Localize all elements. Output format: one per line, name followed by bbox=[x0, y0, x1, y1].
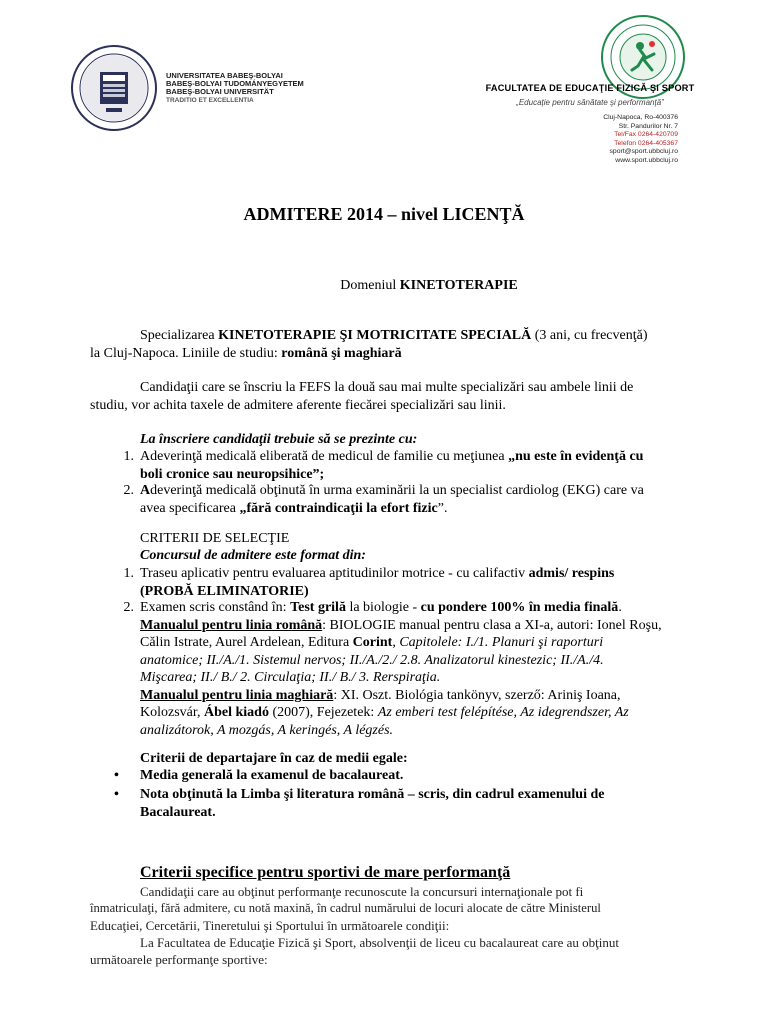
manual-hu-chapters-2: analizátorok, A mozgás, A keringés, A légzés. bbox=[140, 722, 394, 738]
spec-study-lines: română şi maghiară bbox=[281, 345, 402, 361]
registration-item-2-initial: A bbox=[140, 483, 151, 498]
athletes-p1-line-3: Educaţiei, Cercetării, Tineretului şi Sportului în următoarele condiţii: bbox=[90, 918, 450, 933]
ubb-name-de: BABEŞ-BOLYAI UNIVERSITÄT bbox=[166, 87, 274, 97]
athletes-paragraph-2 bbox=[90, 934, 720, 968]
registration-item-2-quote: „fără contraindicaţii la efort fizic bbox=[239, 500, 438, 516]
contact-address-city: Cluj-Napoca, Ro-400376 bbox=[603, 114, 678, 121]
criteria-item-1 bbox=[123, 565, 720, 600]
ubb-motto: TRADITIO ET EXCELLENTIA bbox=[166, 96, 254, 104]
domain-name: KINETOTERAPIE bbox=[399, 278, 518, 293]
manual-ro-line-2 bbox=[140, 634, 720, 652]
exam-text: Examen scris constând în: bbox=[140, 600, 291, 615]
manual-hu-publisher: Ábel kiadó bbox=[203, 705, 269, 720]
bullet-icon: • bbox=[114, 768, 119, 783]
spec-location: la Cluj-Napoca. Liniile de studiu: bbox=[90, 345, 282, 361]
manual-ro-publisher: Corint bbox=[352, 635, 393, 650]
page-title: ADMITERE 2014 – nivel LICENŢĂ bbox=[243, 204, 525, 224]
registration-item-1-line-1 bbox=[140, 448, 720, 466]
fees-line-2: studiu, vor achita taxele de admitere aferente fiecărei specializări sau linii. bbox=[90, 397, 506, 413]
athletes-paragraph-1 bbox=[90, 883, 720, 934]
registration-heading: La înscriere candidaţii trebuie să se prezinte cu: bbox=[140, 432, 418, 447]
list-number: 1. bbox=[123, 566, 134, 581]
spec-line-2 bbox=[90, 345, 720, 363]
contact-website: www.sport.ubbcluj.ro bbox=[615, 156, 678, 164]
registration-item-2-line-1 bbox=[140, 482, 720, 500]
spec-name: KINETOTERAPIE ŞI MOTRICITATE SPECIALĂ bbox=[218, 328, 532, 343]
tiebreak-heading: Criterii de departajare în caz de medii egale: bbox=[140, 751, 408, 766]
criteria-item-1-line-1 bbox=[140, 565, 720, 583]
registration-item-2 bbox=[123, 482, 720, 517]
manual-ro-chapters-2: anatomice; II./A./1. Sistemul nervos; II./A./2./ 2.8. Analizatorul kinestezic; II./A./4. bbox=[140, 652, 604, 668]
registration-item-1-text: Adeverinţă medicală eliberată de medicul de familie cu meţiunea bbox=[140, 449, 509, 464]
criteria-item-2-line-1 bbox=[140, 599, 720, 617]
athletes-p1-line-1: Candidaţii care au obţinut performanţe recunoscute la concursuri internaţionale pot fi bbox=[140, 884, 584, 899]
athletes-p2-line-2: următoarele performanţe sportive: bbox=[90, 952, 268, 967]
manual-hu-chapters: Az emberi test felépítése, Az idegrendszer, Az bbox=[377, 705, 629, 720]
manual-ro-authors: Călin Istrate, Aurel Ardelean, Editura bbox=[140, 635, 353, 650]
ubb-name-ro: UNIVERSITATEA BABEŞ-BOLYAI bbox=[166, 71, 283, 80]
tiebreak-item-1-text: Media generală la examenul de bacalaureat. bbox=[140, 768, 404, 783]
faculty-name: FACULTATEA DE EDUCAŢIE FIZICĂ ŞI SPORT bbox=[485, 83, 695, 93]
manual-hu-year: (2007), Fejezetek: bbox=[268, 705, 378, 720]
exam-test-type: Test grilă bbox=[290, 600, 346, 615]
manual-ro-line-3 bbox=[140, 652, 720, 670]
spec-line-1 bbox=[90, 327, 720, 345]
spec-prefix: Specializarea bbox=[140, 328, 219, 343]
criteria-item-1-qualifier: admis/ respins bbox=[528, 566, 615, 581]
list-number: 2. bbox=[123, 483, 134, 498]
registration-item-2-line-2 bbox=[140, 500, 720, 518]
exam-end: . bbox=[618, 600, 622, 615]
manual-ro-chapters: Capitolele: I./1. Planuri şi raporturi bbox=[399, 635, 604, 650]
manual-ro-line-4 bbox=[140, 669, 720, 687]
fees-paragraph bbox=[90, 379, 720, 414]
tiebreak-item-2 bbox=[114, 786, 720, 821]
registration-item-1 bbox=[123, 448, 720, 483]
athletes-p2-line-1: La Facultatea de Educaţie Fizică şi Sport, absolvenţii de liceu cu bacalaureat care au obţinut bbox=[140, 935, 619, 950]
athletes-heading: Criterii specifice pentru sportivi de mare performanţă bbox=[140, 864, 511, 881]
registration-item-1-quote-end: boli cronice sau neuropsihice”; bbox=[140, 466, 325, 482]
contact-address-street: Str. Pandurilor Nr. 7 bbox=[618, 122, 678, 130]
manual-hu-label: Manualul pentru linia maghiară bbox=[140, 687, 334, 703]
contact-phone: Telefon 0264-405367 bbox=[614, 139, 678, 147]
manual-ro-label: Manualul pentru linia română bbox=[140, 617, 323, 633]
registration-item-1-quote: „nu este în evidenţă cu bbox=[508, 449, 644, 464]
tiebreak-item-2-line-2: Bacalaureat. bbox=[140, 804, 216, 820]
exam-subject: la biologie - bbox=[345, 600, 421, 615]
registration-item-1-line-2 bbox=[140, 466, 720, 484]
bullet-icon: • bbox=[114, 787, 119, 802]
manual-hu-line-1 bbox=[140, 687, 720, 705]
tiebreak-item-2-line-1: Nota obţinută la Limba şi literatura română – scris, din cadrul examenului de bbox=[140, 787, 605, 802]
criteria-item-2 bbox=[123, 599, 720, 739]
ubb-seal-logo bbox=[70, 44, 158, 132]
ubb-name-block bbox=[166, 72, 316, 105]
list-number: 2. bbox=[123, 600, 134, 615]
faculty-contact bbox=[540, 114, 678, 166]
specialization-paragraph bbox=[90, 327, 720, 362]
manual-ro-sep: , bbox=[392, 635, 400, 650]
list-number: 1. bbox=[123, 449, 134, 464]
manual-ro-title: : BIOLOGIE manual pentru clasa a XI-a, autori: Ionel Roşu, bbox=[322, 617, 662, 633]
criteria-item-1-eliminatory: (PROBĂ ELIMINATORIE) bbox=[140, 583, 309, 599]
registration-item-2-end: ”. bbox=[437, 500, 448, 516]
ubb-name-hu: BABEŞ-BOLYAI TUDOMÁNYEGYETEM bbox=[166, 79, 304, 89]
spec-duration: (3 ani, cu frecvenţă) bbox=[531, 328, 648, 343]
exam-weight: cu pondere 100% în media finală bbox=[420, 600, 619, 615]
fees-line-1: Candidaţii care se înscriu la FEFS la două sau mai multe specializări sau ambele linii de bbox=[140, 380, 634, 395]
contact-email: sport@sport.ubbcluj.ro bbox=[609, 148, 678, 156]
registration-item-2-text: deverinţă medicală obţinută în urma examinării la un specialist cardiolog (EKG) care va bbox=[150, 483, 644, 498]
criteria-item-1-text: Traseu aplicativ pentru evaluarea aptitudinilor motrice - cu califactiv bbox=[140, 566, 529, 581]
registration-item-2-spec: avea specificarea bbox=[140, 500, 240, 516]
domain-line bbox=[0, 277, 768, 295]
manual-ro-line-1 bbox=[140, 617, 720, 635]
faculty-motto: „Educaţie pentru sănătate şi performanţă” bbox=[516, 98, 664, 107]
manual-hu-city: Kolozsvár, bbox=[140, 705, 204, 720]
criteria-heading: CRITERII DE SELECŢIE bbox=[140, 531, 290, 546]
criteria-item-1-line-2 bbox=[140, 583, 720, 601]
tiebreak-item-1 bbox=[114, 767, 720, 785]
domain-prefix: Domeniul bbox=[340, 278, 400, 293]
manual-ro-chapters-3: Mişcarea; II./ B./ 2. Circulaţia; II./ B./ 3. Rerspiraţia. bbox=[140, 670, 441, 685]
manual-hu-line-2 bbox=[140, 704, 720, 722]
athletes-p1-line-2: înmatriculaţi, fără admitere, cu notă maxină, în cadrul numărului de locuri alocate de către Ministerul bbox=[90, 901, 601, 915]
manual-hu-line-3 bbox=[140, 722, 720, 740]
manual-hu-title: : XI. Oszt. Biológia tankönyv, szerző: Ariniş Ioana, bbox=[333, 687, 621, 703]
contact-telfax: Tel/Fax 0264-420709 bbox=[614, 131, 678, 139]
criteria-subheading: Concursul de admitere este format din: bbox=[140, 548, 366, 563]
